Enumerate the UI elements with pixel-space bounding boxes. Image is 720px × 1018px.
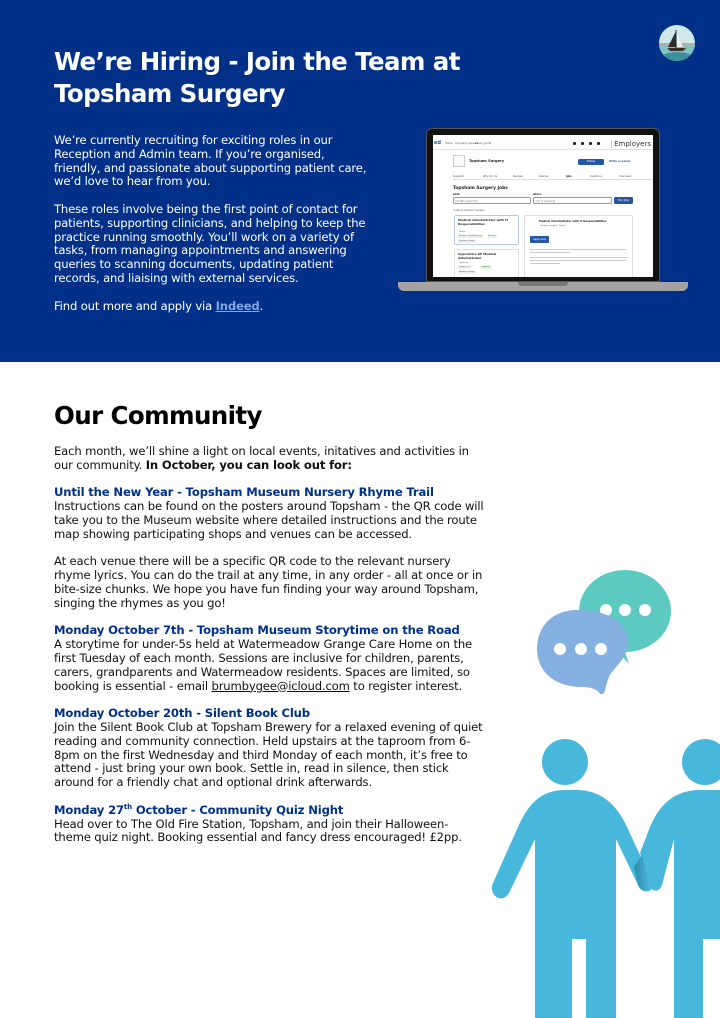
screen-detail-company: Topsham Surgery · Exeter <box>540 225 566 227</box>
hiring-paragraph: We’re currently recruiting for exciting roles in our Reception and Admin team. If you’re organised, friendly, and passionate about supporting patient care, we’d love to hear from you. <box>54 133 367 189</box>
hiring-paragraph: These roles involve being the first point of contact for patients, supporting clinicians, and helping to keep the practice running smoothly. You’ll work on a variety of tasks, from managing appointments and answering queries to scanning documents, updating patient records, and liaising with external services. <box>54 201 366 285</box>
event-body-text: A storytime for under-5s held at Watermeadow Grange Care Home on the first Tuesday of each month. Sessions are inclusive for children, parents, carers, grandparents and Watermeadow residents. Spaces are limited, so booking is essential - email <box>54 637 473 693</box>
event-body-text: to register interest. <box>349 678 463 693</box>
screen-tab: Snapshot <box>453 175 465 178</box>
screen-nav-link: Home <box>445 142 453 145</box>
event-item <box>54 707 484 790</box>
indeed-link[interactable]: Indeed <box>215 298 260 313</box>
screen-where-label: where <box>533 193 542 196</box>
screen-jobs-heading: Topsham Surgery Jobs <box>453 186 508 191</box>
hiring-title: We’re Hiring - Join the Team at Topsham Surgery <box>54 47 460 108</box>
screen-job-chip: £23,000 - £25,000 a year <box>459 235 482 237</box>
screen-text-line <box>530 249 626 250</box>
screen-job-chip: Part-time <box>488 235 497 237</box>
screen-text-line <box>530 263 560 264</box>
screen-write-review: Write a review <box>609 160 631 163</box>
company-logo-icon <box>453 155 465 167</box>
community-intro <box>54 445 484 473</box>
screen-brand: ed <box>434 140 441 146</box>
screen-tab-divider <box>453 179 653 180</box>
screen-where-input: City or postcode <box>533 197 612 204</box>
screen-job-chip: Monday to Friday <box>459 271 475 273</box>
event-title <box>54 804 484 818</box>
hiring-body <box>54 134 374 327</box>
screen-job-location: Exeter <box>459 231 466 233</box>
event-item <box>54 804 484 845</box>
bookmark-icon <box>573 142 576 145</box>
screen-job-card <box>454 215 519 245</box>
community-title: Our Community <box>54 401 262 430</box>
screen-text-line <box>530 260 626 261</box>
screen-find-jobs-button: Find Jobs <box>614 197 633 204</box>
event-item <box>54 624 484 693</box>
screen-job-chip: £ Entry level <box>459 266 471 268</box>
screen-text-line <box>530 257 628 258</box>
message-icon <box>581 142 584 145</box>
profile-icon <box>597 142 600 145</box>
event-body: Join the Silent Book Club at Topsham Brewery for a relaxed evening of quiet reading and community connection. Held upstairs at the taproom from 6-8pm on the first Wednesday and third Monday of each month, it’s free to attend - just bring your own book. Settle in, read in silence, then stick around for a friendly chat and optional drink afterwards. <box>54 719 483 790</box>
event-body: Instructions can be found on the posters around Topsham - the QR code will take you to the Museum website where detailed instructions and the route map showing participating shops and venues can be accessed. <box>54 499 484 541</box>
event-item <box>54 486 484 610</box>
bell-icon <box>589 142 592 145</box>
screen-tab: Why Join Us <box>483 175 498 178</box>
hiring-section <box>0 0 720 362</box>
event-body: At each venue there will be a specific QR code to the relevant nursery rhyme lyrics. You can do the trail at any time, in any order - all at once or in bite-size chunks. We hope you have fun finding your way around Topsham, singing the rhymes as you go! <box>54 554 483 610</box>
speech-bubbles-icon <box>537 569 707 694</box>
hiring-cta <box>54 300 374 314</box>
screen-nav <box>433 138 653 150</box>
event-title: Until the New Year - Topsham Museum Nursery Rhyme Trail <box>54 485 434 500</box>
event-title-text: October - Community Quiz Night <box>131 802 344 817</box>
screen-nav-link: Salary guide <box>475 142 492 145</box>
cta-suffix: . <box>259 298 264 313</box>
screen-apply-button: Apply Now <box>530 236 549 243</box>
people-holding-hands-icon <box>490 735 720 1018</box>
intro-text: Each month, we’ll shine a light on local events, initatives and activities in our community. <box>54 444 469 472</box>
screen-text-line <box>530 252 570 253</box>
event-body: Head over to The Old Fire Station, Topsham, and join their Halloween-theme quiz night. Booking essential and fancy dress encouraged! £2pp. <box>54 816 462 845</box>
screen-what-label: what <box>453 193 460 196</box>
event-title: Monday October 20th - Silent Book Club <box>54 706 310 721</box>
screen-tab: Reviews <box>513 175 523 178</box>
screen-job-location: Topsham <box>459 262 468 264</box>
screen-jobs-count: 2 jobs at Topsham Surgery <box>453 209 485 212</box>
screen-nav-link: Company reviews <box>455 142 479 145</box>
laptop-notch <box>518 282 568 286</box>
sailboat-logo-icon <box>659 25 695 61</box>
event-title-sup: th <box>123 802 132 811</box>
screen-job-chip: Monday to Friday <box>459 240 475 242</box>
screen-detail-title: Medical Administrator with IT Responsibilities <box>539 220 607 223</box>
community-body <box>54 445 484 859</box>
screen-job-card <box>454 249 519 277</box>
screen-tab: Questions <box>590 175 602 178</box>
cta-prefix: Find out more and apply via <box>54 298 216 313</box>
event-body <box>54 638 484 693</box>
laptop-screenshot <box>398 128 688 294</box>
laptop-lid <box>426 128 660 282</box>
screen-company-name: Topsham Surgery <box>469 159 505 163</box>
intro-bold: In October, you can look out for: <box>145 457 352 472</box>
screen-employers: Employers <box>611 140 651 148</box>
screen-job-chip: Temporary <box>481 266 491 268</box>
screen-follow-button: Follow <box>578 159 604 165</box>
screen-tab-active: Jobs <box>566 175 572 178</box>
screen-tab: Interviews <box>619 175 632 178</box>
event-title-text: Monday 27 <box>54 802 124 817</box>
event-title: Monday October 7th - Topsham Museum Storytime on the Road <box>54 623 460 638</box>
screen-job-detail <box>524 215 633 277</box>
screen-job-title: Apprentice GP Medical Administrator <box>458 252 497 260</box>
screen-job-title: Medical Administrator with IT Responsibilities <box>458 218 509 226</box>
screen-tab: Salaries <box>539 175 549 178</box>
laptop-screen <box>433 135 653 277</box>
screen-what-input: Job title, keywords <box>453 197 531 204</box>
email-link[interactable]: brumbygee@icloud.com <box>211 678 350 693</box>
